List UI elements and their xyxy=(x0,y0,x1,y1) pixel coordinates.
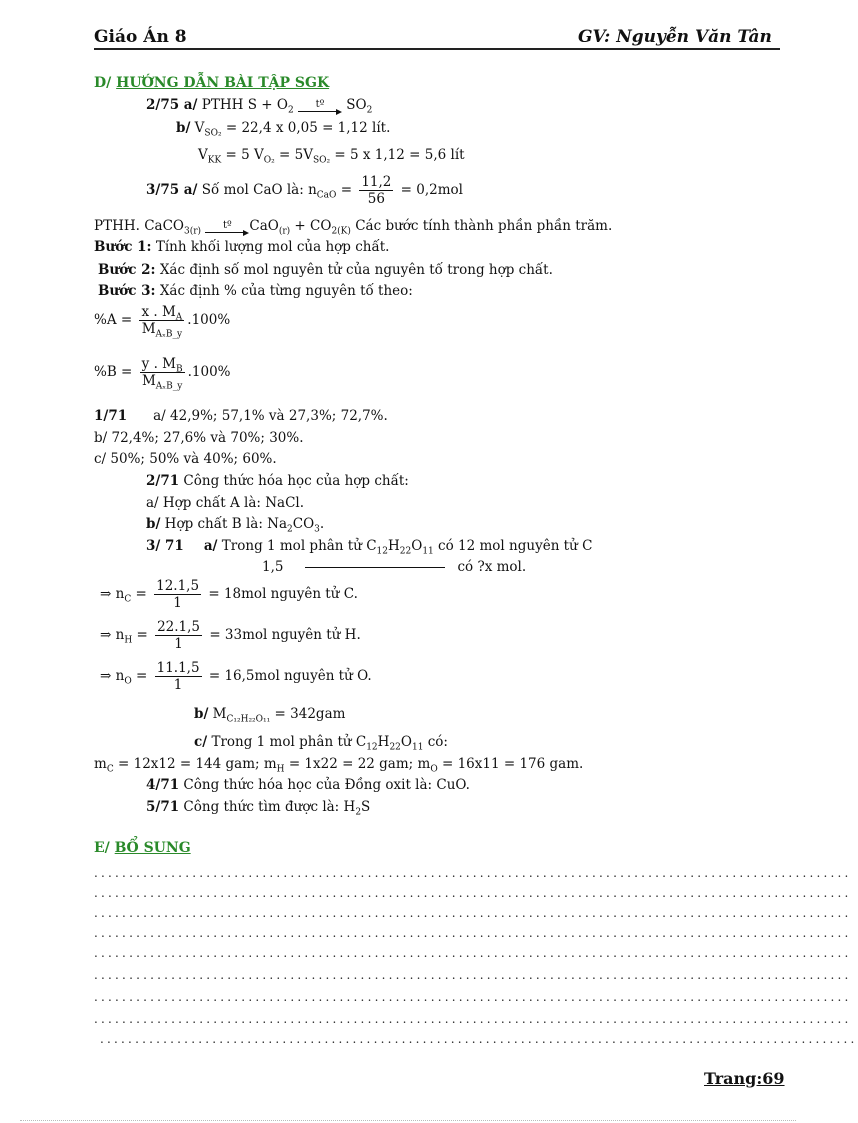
no-den: 1 xyxy=(173,677,183,693)
vkk-rest3: = 5 x 1,12 = 5,6 lít xyxy=(330,147,465,163)
text-275a: PTHH S + O xyxy=(197,97,288,113)
label-371b: b/ xyxy=(194,706,209,722)
formula-a-num: x . M xyxy=(141,304,176,320)
calc-nh: ⇒ $n_H$ = $\frac{22.1,5}{1}$ = 33mol nguyên tử H. xyxy=(100,619,361,652)
answer-171a: a/ 42,9%; 57,1% và 27,3%; 72,7%. xyxy=(153,408,388,424)
formula-percent-b xyxy=(94,356,231,392)
label-375a: 3/75 a/ xyxy=(146,182,198,198)
vkk-rest: = 5 V xyxy=(221,147,264,163)
calc-no: ⇒ $n_O$ = $\frac{11.1,5}{1}$ = 16,5mol nguyên tử O. xyxy=(100,660,372,693)
formula-b-right: .100% xyxy=(187,364,231,380)
frac-den-cao: 56 xyxy=(367,191,385,207)
text-571: Công thức tìm được là: H xyxy=(179,799,356,815)
step3-text: Xác định % của từng nguyên tố theo: xyxy=(155,283,413,299)
label-371c: c/ xyxy=(194,734,208,750)
formula-a-right: .100% xyxy=(187,312,231,328)
section-d-title: HƯỚNG DẪN BÀI TẬP SGK xyxy=(116,75,330,91)
line-371c: c/ Trong 1 mol phân tử $C_{12}H_{22}O_{11}$ có: xyxy=(194,734,448,753)
line-271 xyxy=(146,472,409,490)
line-371b: b/ $M_{C_{12}H_{22}O_{11}} = 342gam$ xyxy=(194,706,346,725)
formula-percent-a xyxy=(94,304,231,340)
label-571: 5/71 xyxy=(146,799,180,815)
nh-num: 22.1,5 xyxy=(157,619,201,635)
dotted-line-3: ............................................................................................................ xyxy=(94,906,852,920)
line-275b: b/ $V_{SO_2} = 22,4$ x 0,05 = 1,12 lít. xyxy=(176,120,391,139)
line-371-ratio xyxy=(262,558,526,576)
nc-num: 12.1,5 xyxy=(156,578,200,594)
section-d-prefix: D/ xyxy=(94,75,117,91)
no-num: 11.1,5 xyxy=(156,660,200,676)
label-271: 2/71 xyxy=(146,473,180,489)
nh-result: = 33mol nguyên tử H. xyxy=(205,627,361,643)
vkk-text: V xyxy=(198,147,208,163)
header-left: Giáo Án 8 xyxy=(94,27,187,47)
mass-c: = 12x12 = 144 gam; m xyxy=(118,756,277,772)
answer-271a: a/ Hợp chất A là: NaCl. xyxy=(146,495,305,511)
step2-text: Xác định số mol nguyên tử của nguyên tố trong hợp chất. xyxy=(155,262,553,278)
answer-171c: c/ 50%; 50% và 40%; 60%. xyxy=(94,451,277,467)
line-571: 5/71 Công thức tìm được là: $H_2S$ xyxy=(146,799,371,818)
frac-num-cao: 11,2 xyxy=(361,174,392,190)
line-vkk: $V_{KK} = 5$ $V_{O_2} = 5V_{SO_2} = 5$ x 1,12 = 5,6 lít xyxy=(198,147,465,166)
step1-label: Bước 1: xyxy=(94,239,152,255)
calc-nc: ⇒ $n_C$ = $\frac{12.1,5}{1}$ = 18mol nguyên tử C. xyxy=(100,578,358,611)
step-2 xyxy=(98,261,553,279)
ratio-left: 1,5 xyxy=(262,559,284,575)
label-271b: b/ xyxy=(146,516,161,532)
line-171a xyxy=(94,407,388,425)
step-3 xyxy=(98,282,413,300)
step3-label: Bước 3: xyxy=(98,283,156,299)
dotted-line-6: ............................................................................................................ xyxy=(94,968,852,982)
steps-intro: Các bước tính thành phần phần trăm. xyxy=(350,218,613,234)
formula-b-fraction: $\frac{y . M_B}{M_{A_xB\_y}}$ xyxy=(141,356,183,392)
header-rule xyxy=(94,48,780,50)
text-471: Công thức hóa học của Đồng oxit là: CuO. xyxy=(179,777,470,793)
label-471: 4/71 xyxy=(146,777,180,793)
formula-b-den: M xyxy=(141,373,156,389)
label-371a: a/ xyxy=(203,538,218,554)
nh-den: 1 xyxy=(174,636,183,652)
dotted-line-5: ............................................................................................................ xyxy=(94,946,852,960)
page-number: Trang:69 xyxy=(704,1069,785,1088)
label-275b: b/ xyxy=(176,120,191,136)
product-so2: SO xyxy=(346,97,367,113)
no-result: = 16,5mol nguyên tử O. xyxy=(204,668,372,684)
section-e-heading xyxy=(94,839,191,857)
ratio-right: có ?x mol. xyxy=(457,559,527,575)
section-e-title: BỔ SUNG xyxy=(114,840,191,856)
section-e-prefix: E/ xyxy=(94,840,115,856)
answer-171b: b/ 72,4%; 27,6% và 70%; 30%. xyxy=(94,430,304,446)
label-371: 3/ 71 xyxy=(146,538,184,554)
text-371a-end: có 12 mol nguyên tử C xyxy=(433,538,593,554)
nc-result: = 18mol nguyên tử C. xyxy=(204,586,358,602)
cao-text: CaO xyxy=(249,218,279,234)
mass-h: = 1x22 = 22 gam; m xyxy=(284,756,431,772)
step1-text: Tính khối lượng mol của hợp chất. xyxy=(151,239,390,255)
reaction-arrow-2: tº xyxy=(205,217,249,235)
label-275a: 2/75 a/ xyxy=(146,97,198,113)
co2-text: + CO xyxy=(290,218,332,234)
text-375a: Số mol CaO là: n xyxy=(197,182,317,198)
text-571-end: S xyxy=(361,799,371,815)
formula-a-fraction: $\frac{x . M_A}{M_{A_xB\_y}}$ xyxy=(141,304,183,340)
line-375a: 3/75 a/ Số mol CaO là: $n_{CaO}$ = $\frac{11,2}{56}$ = 0,2mol xyxy=(146,174,463,207)
formula-a-den: M xyxy=(141,321,156,337)
fraction-cao xyxy=(359,174,393,207)
vkk-rest2: = 5V xyxy=(274,147,313,163)
text-271b-end: CO xyxy=(292,516,315,532)
page-bottom-border xyxy=(20,1120,796,1121)
result-375a: = 0,2mol xyxy=(396,182,463,198)
dotted-line-2: ............................................................................................................ xyxy=(94,886,852,900)
section-d-heading xyxy=(94,74,329,92)
dotted-line-7: ............................................................................................................ xyxy=(94,990,852,1004)
dotted-line-9: ............................................................................................................ xyxy=(100,1032,858,1046)
dotted-line-8: ............................................................................................................ xyxy=(94,1012,852,1026)
reaction-arrow: tº xyxy=(298,96,342,114)
caco3-text: PTHH. CaCO xyxy=(94,218,184,234)
dotted-line-1: ............................................................................................................ xyxy=(94,866,852,880)
text-271b: Hợp chất B là: Na xyxy=(160,516,288,532)
text-371a: Trong 1 mol phân tử C xyxy=(217,538,377,554)
result-371b: = 342gam xyxy=(270,706,346,722)
mass-line: $m_C = 12x12 = 144$ gam; $m_H = 1x22 = 22$ gam; $m_O = 16x11 = 176$ gam. xyxy=(94,756,584,775)
answer-271b: b/ Hợp chất B là: $Na_2CO_3$. xyxy=(146,516,325,535)
line-471 xyxy=(146,776,470,794)
text-371c-end: có: xyxy=(423,734,448,750)
line-caco3: PTHH. CaCO$_{3(r)}$ tº $CaO_{(r)} + CO_{2(K)}$ Các bước tính thành phần phần trăm. xyxy=(94,218,613,237)
text-275b: V xyxy=(190,120,205,136)
formula-b-num: y . M xyxy=(141,356,176,372)
line-275a: 2/75 a/ PTHH $S + O_2$ tº $SO_2$ xyxy=(146,97,373,116)
formula-a-left: %A = xyxy=(94,312,137,328)
step2-label: Bước 2: xyxy=(98,262,156,278)
dotted-line-4: ............................................................................................................ xyxy=(94,926,852,940)
mass-o: = 16x11 = 176 gam. xyxy=(437,756,584,772)
line-371a: 3/ 71 a/ Trong 1 mol phân tử $C_{12}H_{22}O_{11}$ có 12 mol nguyên tử C xyxy=(146,538,593,557)
text-371c: Trong 1 mol phân tử C xyxy=(207,734,367,750)
text-271: Công thức hóa học của hợp chất: xyxy=(179,473,409,489)
nc-den: 1 xyxy=(173,595,182,611)
result-275b: = 22,4 x 0,05 = 1,12 lít. xyxy=(221,120,391,136)
label-171: 1/71 xyxy=(94,408,128,424)
formula-b-left: %B = xyxy=(94,364,137,380)
step-1 xyxy=(94,238,389,256)
header-right: GV: Nguyễn Văn Tân xyxy=(578,27,772,47)
